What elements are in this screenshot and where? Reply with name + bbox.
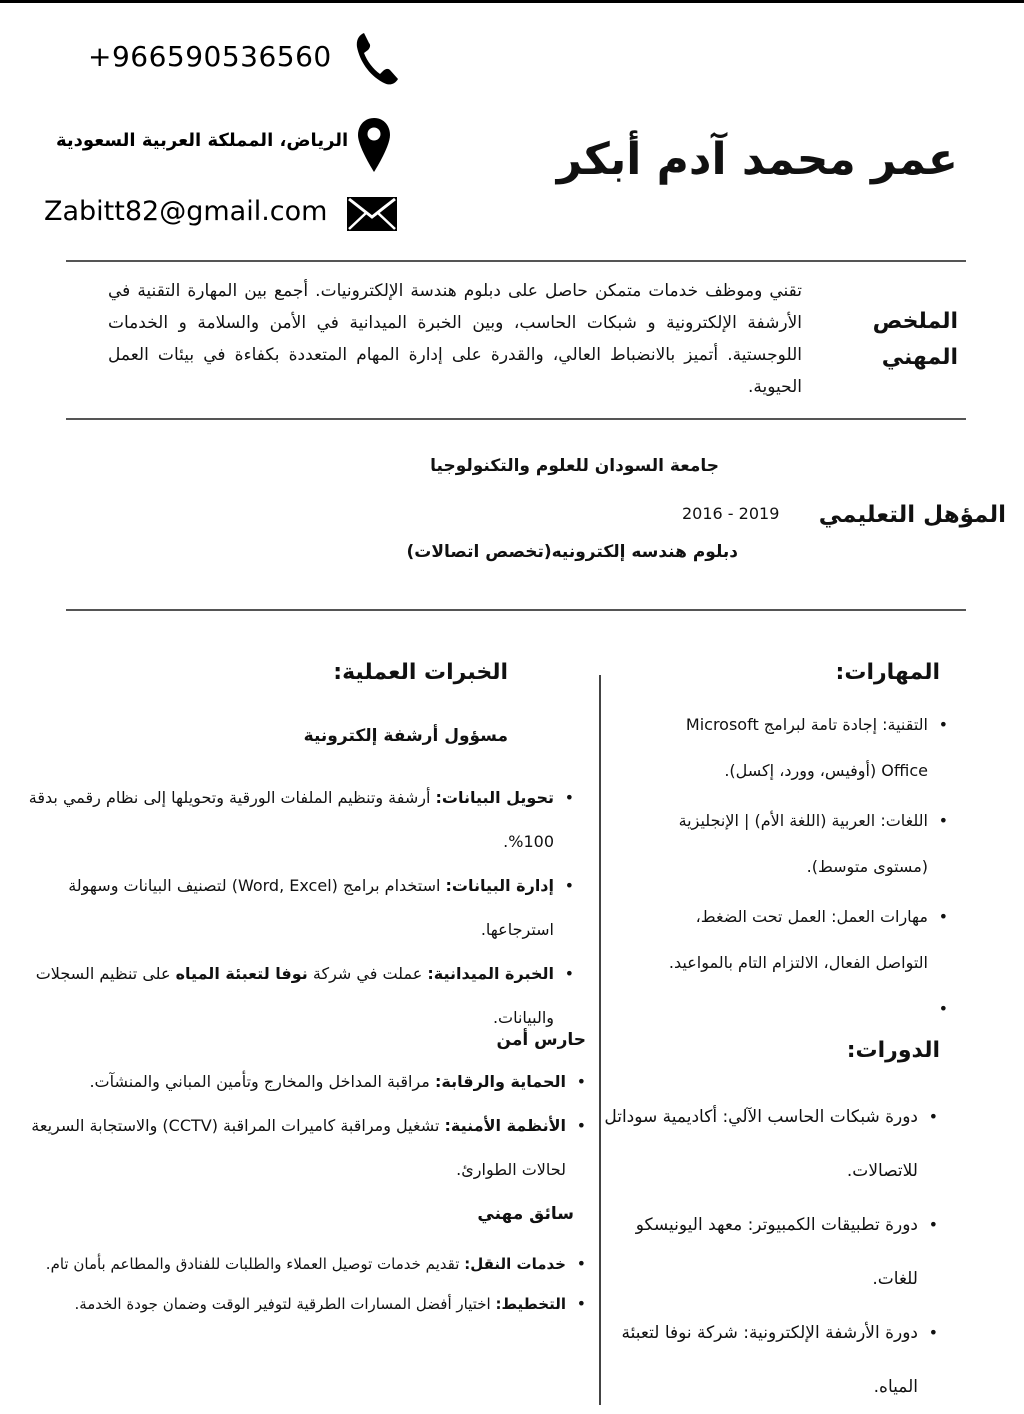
location-pin-icon: [356, 116, 392, 178]
university-name: جامعة السودان للعلوم والتكنولوجيا: [430, 456, 719, 476]
divider-top: [66, 260, 966, 262]
full-name: عمر محمد آدم أبكر: [556, 134, 958, 185]
job-archiving-item-conversion: [24, 776, 554, 864]
summary-text: تقني وموظف خدمات متمكن حاصل على دبلوم هندسة الإلكترونيات. أجمع بين المهارة التقنية في الأرشفة الإلكترونية و شبكات الحاسب، وبين الخبرة الميدانية في الأمن والسلامة و الخدمات اللوجستية. أتميز بالانضباط العالي، والقدرة على إدارة المهام المتعددة بكفاءة في بيئات العمل الحيوية.: [108, 281, 802, 397]
item-label: الخبرة الميدانية:: [427, 964, 554, 983]
skills-list: [666, 702, 950, 1032]
item-text: تشغيل ومراقبة كاميرات المراقبة (CCTV) والاستجابة السريعة لحالات الطوارئ.: [31, 1116, 566, 1179]
job-role-security: حارس أمن: [496, 1030, 586, 1050]
divider-education: [66, 609, 966, 611]
skill-item-languages: • اللغات: العربية (اللغة الأم) | الإنجليزية (مستوى متوسط).: [666, 798, 928, 890]
skill-item-work: • مهارات العمل: العمل تحت الضغط، التواصل الفعال، الالتزام التام بالمواعيد.: [666, 894, 928, 986]
summary-title-line2: المهني: [881, 345, 958, 370]
phone-number: +966590536560: [88, 40, 332, 73]
course-item-archiving: • دورة الأرشفة الإلكترونية: شركة نوفا لتعبئة المياه.: [600, 1306, 918, 1414]
experience-title: الخبرات العملية:: [333, 660, 508, 685]
email-envelope-icon: [346, 196, 398, 236]
item-text: تقديم خدمات توصيل العملاء والطلبات للفنادق والمطاعم بأمان تام.: [45, 1255, 465, 1273]
email-link[interactable]: Zabitt82@gmail.com: [44, 196, 328, 227]
divider-summary: [66, 418, 966, 420]
item-label: تحويل البيانات:: [435, 788, 554, 807]
item-label: الحماية والرقابة:: [434, 1072, 566, 1091]
job-security-item-protection: [12, 1060, 566, 1104]
job-role-driver: سائق مهني: [477, 1204, 574, 1224]
item-text: عملت في شركة: [307, 964, 428, 983]
job-security-item-systems: [12, 1104, 566, 1192]
education-years: 2016 - 2019: [682, 504, 780, 523]
job-security-list: [12, 1060, 588, 1192]
skills-title: المهارات:: [835, 660, 940, 685]
item-text: مراقبة المداخل والمخارج وتأمين المباني والمنشآت.: [89, 1072, 435, 1091]
top-border: [0, 0, 1024, 3]
item-company: نوفا لتعبئة المياه: [175, 964, 308, 983]
job-driver-item-planning: [0, 1284, 566, 1324]
item-label: خدمات النقل:: [464, 1255, 566, 1273]
job-driver-item-transport: [0, 1244, 566, 1284]
summary-title-line1: الملخص: [872, 309, 958, 334]
summary-title: [838, 304, 958, 376]
education-title: المؤهل التعليمي: [818, 502, 1006, 528]
item-text: أرشفة وتنظيم الملفات الورقية وتحويلها إلى نظام رقمي بدقة 100%.: [28, 788, 554, 851]
item-text: استخدام برامج (Word, Excel) لتصنيف البيانات وسهولة استرجاعها.: [68, 876, 554, 939]
course-item-computer-apps: • دورة تطبيقات الكمبيوتر: معهد اليونيسكو للغات.: [600, 1198, 918, 1306]
job-role-archiving: مسؤول أرشفة إلكترونية: [303, 726, 508, 746]
item-text2: على تنظيم السجلات والبيانات.: [35, 964, 554, 1027]
location-text: الرياض، المملكة العربية السعودية: [56, 130, 349, 151]
item-text: اختيار أفضل المسارات الطرقية لتوفير الوقت وضمان جودة الخدمة.: [74, 1295, 496, 1313]
courses-list: [600, 1090, 940, 1414]
item-label: إدارة البيانات:: [445, 876, 554, 895]
phone-icon: [354, 30, 400, 90]
courses-title: الدورات:: [846, 1038, 940, 1063]
job-archiving-item-management: [24, 864, 554, 952]
item-label: التخطيط:: [495, 1295, 566, 1313]
item-label: الأنظمة الأمنية:: [444, 1116, 566, 1135]
skill-item-technical: • التقنية: إجادة تامة لبرامج Microsoft Office (أوفيس، وورد، إكسل).: [666, 702, 928, 794]
job-driver-list: [0, 1244, 588, 1324]
skill-item-empty: [666, 986, 928, 1032]
degree-name: دبلوم هندسه إلكترونيه(تخصص اتصالات): [406, 542, 738, 562]
job-archiving-list: [24, 776, 576, 1040]
course-item-networks: • دورة شبكات الحاسب الآلي: أكاديمية سوداتل للاتصالات.: [600, 1090, 918, 1198]
job-archiving-item-field: [24, 952, 554, 1040]
